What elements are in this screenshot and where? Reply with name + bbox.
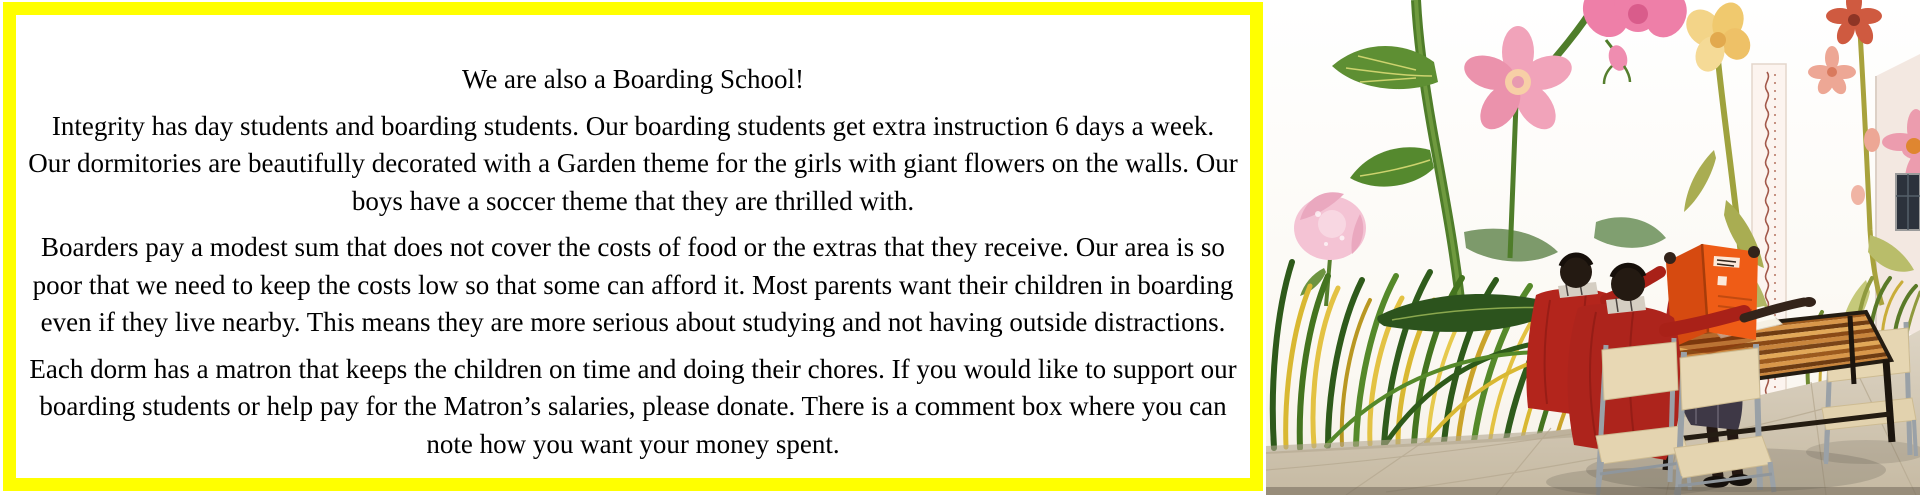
panel-paragraph-2: Boarders pay a modest sum that does not cover the costs of food or the extras that they receive. Our area is so poor that we need to keep the costs low so that some can afford it. Most parents want their children in boarding even if they live nearby. This means they are more serious about studying and not having outside distractions. <box>32 232 1234 337</box>
panel-paragraph-3: Each dorm has a matron that keeps the children on time and doing their chores. If you would like to support our boarding students or help pay for the Matron’s salaries, please donate. There is a comment box where you can note how you want your money spent. <box>29 353 1237 459</box>
photo-bottom-shadow <box>1266 487 1920 495</box>
wall-box <box>1896 174 1920 230</box>
boarding-school-panel <box>3 2 1263 491</box>
panel-title: We are also a Boarding School! <box>462 64 804 94</box>
hand-right <box>1748 246 1760 258</box>
hand-left <box>1664 252 1676 264</box>
dormitory-photo <box>1266 0 1920 495</box>
panel-paragraph-1: Integrity has day students and boarding students. Our boarding students get extra instruction 6 days a week. Our dormitories are beautifully decorated with a Garden theme for the girls with giant flowers on the walls. Our boys have a soccer theme that they are thrilled with. <box>28 110 1238 216</box>
